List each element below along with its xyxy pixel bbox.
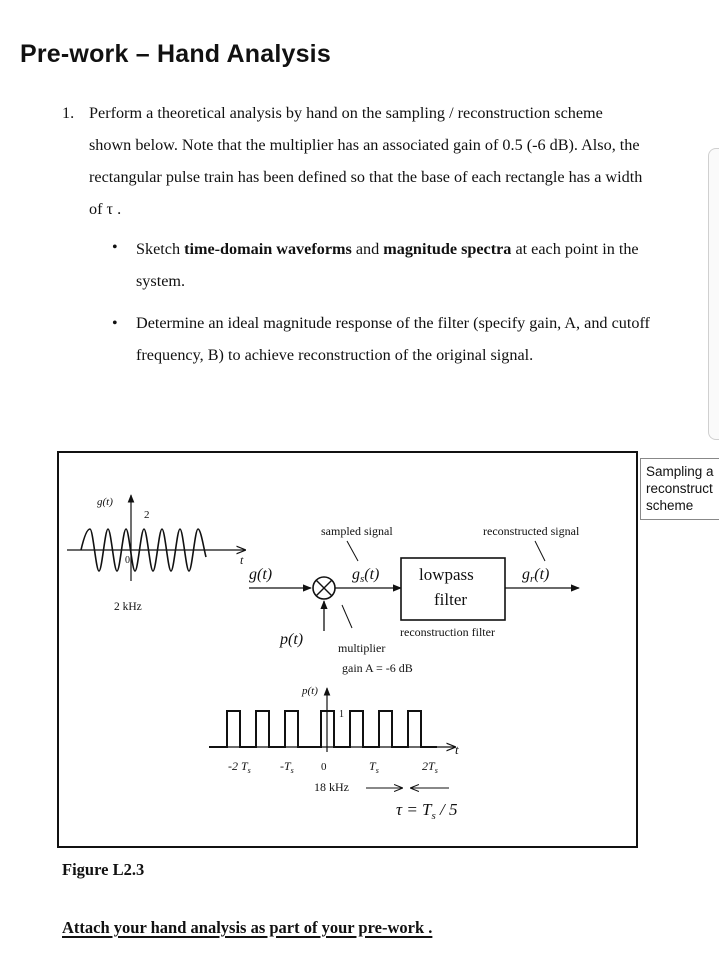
gain-label: gain A = -6 dB bbox=[342, 661, 413, 675]
filter-label-1: lowpass bbox=[419, 565, 474, 584]
bullet-dot: • bbox=[112, 315, 118, 332]
t-axis-label: t bbox=[240, 553, 244, 567]
page-heading: Pre-work – Hand Analysis bbox=[20, 40, 331, 68]
side-caption-line-1: Sampling a bbox=[646, 464, 714, 479]
sampled-signal-label: sampled signal bbox=[321, 524, 393, 538]
multiplier-label: multiplier bbox=[338, 641, 386, 655]
tick-minus-2ts: -2 $T_s$ bbox=[228, 759, 251, 775]
bullet-1-text-b: and bbox=[351, 240, 384, 258]
attach-note: Attach your hand analysis as part of your pre-work . bbox=[62, 918, 433, 937]
bullet-1-bold-b: magnitude spectra bbox=[383, 240, 512, 258]
g-t-axis-label: g(t) bbox=[97, 496, 113, 508]
bullet-1-text-a: Sketch bbox=[136, 240, 185, 258]
bullet-1-text-c: at each point in the system. bbox=[136, 240, 639, 290]
side-caption-panel bbox=[640, 458, 719, 520]
side-scroll-tab[interactable] bbox=[708, 148, 719, 440]
pulse-t-label: t bbox=[455, 742, 459, 757]
amplitude-label: 2 bbox=[144, 509, 150, 521]
reconstructed-signal-label: reconstructed signal bbox=[483, 524, 580, 538]
gr-label: gr(t) bbox=[522, 566, 550, 585]
pulse-axis-label: p(t) bbox=[302, 685, 318, 697]
pulse-train bbox=[209, 711, 437, 747]
origin-label: 0 bbox=[125, 555, 130, 566]
reconstruction-filter-label: reconstruction filter bbox=[400, 625, 495, 639]
signal-frequency: 2 kHz bbox=[114, 601, 142, 613]
figure-box bbox=[57, 451, 638, 848]
bullet-2: Determine an ideal magnitude response of the filter (specify gain, A, and cutoff frequency, B) to achieve reconstruction of the original signal. bbox=[136, 314, 650, 364]
tick-2ts: $2T_s$ bbox=[422, 759, 438, 775]
bullet-dot: • bbox=[112, 239, 118, 256]
pt-label: p(t) bbox=[280, 631, 304, 648]
pulse-amp-label: 1 bbox=[339, 709, 344, 720]
bullet-1-bold-a: time-domain waveforms bbox=[184, 240, 352, 258]
sampling-diagram bbox=[59, 453, 636, 846]
tick-minus-ts: $-T_s$ bbox=[280, 759, 294, 775]
pulse-frequency: 18 kHz bbox=[314, 780, 349, 794]
figure-caption: Figure L2.3 bbox=[62, 860, 145, 879]
filter-label-2: filter bbox=[434, 590, 468, 609]
item-number: 1. bbox=[62, 104, 75, 122]
gs-label: gs(t) bbox=[352, 566, 380, 585]
side-caption-line-3: scheme bbox=[646, 498, 694, 513]
bullet-1 bbox=[136, 233, 656, 297]
tick-ts: $T_s$ bbox=[369, 759, 379, 775]
question-paragraph: Perform a theoretical analysis by hand on the sampling / reconstruction scheme shown below. Note that the multiplier has an associated gain of 0.5 (-6 dB). Also, the rectangular pulse train has been defined so that the base of each rectangle has a width of τ . bbox=[89, 104, 643, 218]
tau-equation: $\tau = T_s / 5$ bbox=[396, 800, 458, 822]
side-caption-line-2: reconstruct bbox=[646, 481, 713, 496]
tick-zero: 0 bbox=[321, 761, 327, 773]
input-label: g(t) bbox=[249, 566, 273, 583]
